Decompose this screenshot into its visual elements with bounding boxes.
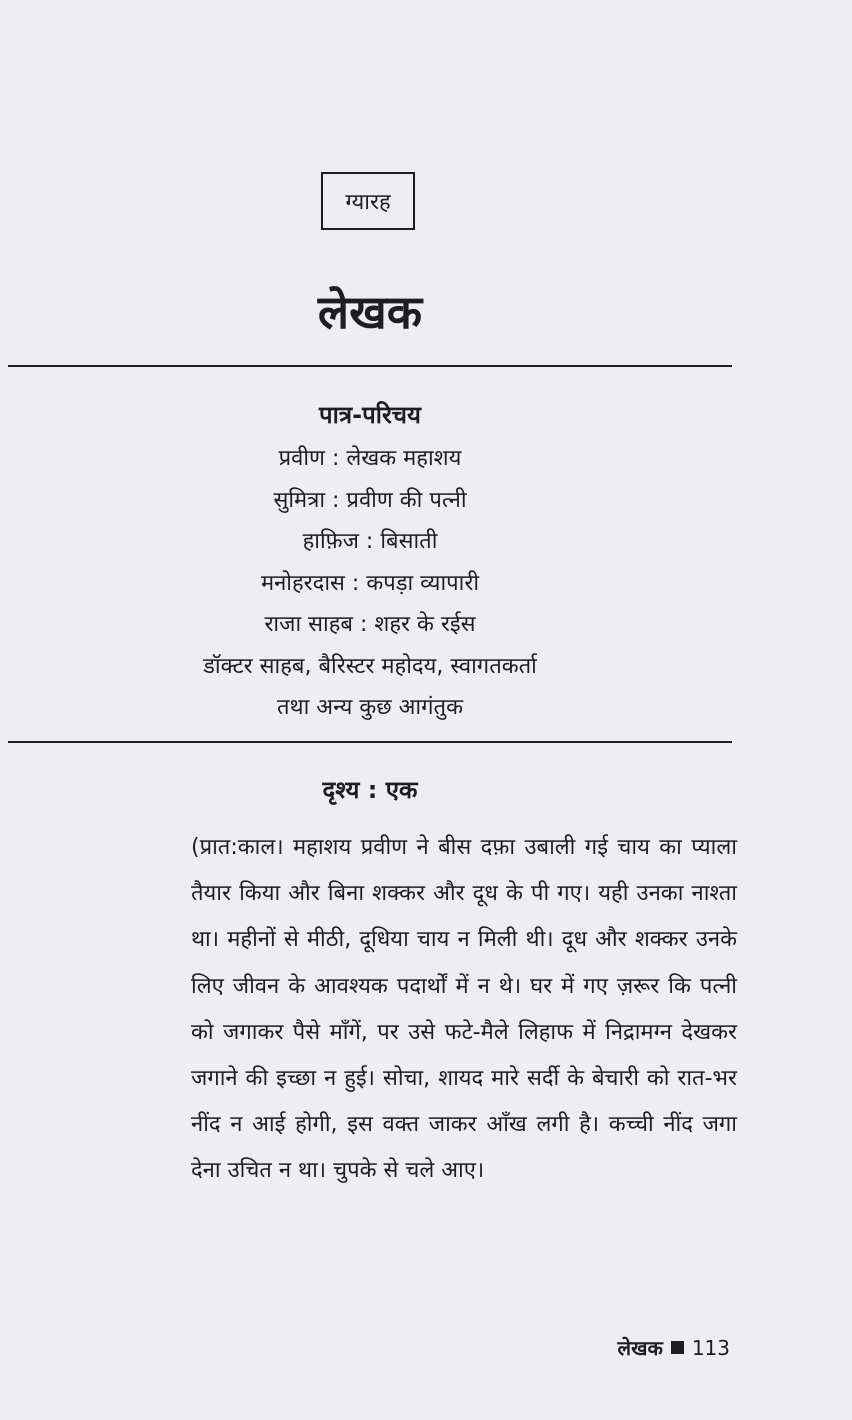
cast-line: मनोहरदास : कपड़ा व्यापारी <box>260 570 480 596</box>
cast-heading: पात्र-परिचय <box>319 401 421 429</box>
chapter-title-text: लेखक <box>317 285 423 339</box>
page-number: 113 <box>691 1335 730 1360</box>
page-footer <box>618 1334 730 1361</box>
scene-paragraph: (प्रात:काल। महाशय प्रवीण ने बीस दफ़ा उबाली गई चाय का प्याला तैयार किया और बिना शक्कर और दूध के पी गए। यही उनका नाश्ता था। महीनों से मीठी, दूधिया चाय न मिली थी। दूध और शक्कर उनके लिए जीवन के आवश्यक पदार्थों में न थे। घर में गए ज़रूर कि पत्नी को जगाकर पैसे माँगें, पर उसे फटे-मैले लिहाफ में निद्रामग्न देखकर जगाने की इच्छा न हुई। सोचा, शायद मारे सर्दी के बेचारी को रात-भर नींद न आई होगी, इस वक्त जाकर आँख लगी है। कच्ची नींद जगा देना उचित न था। चुपके से चले आए। <box>191 835 737 1184</box>
chapter-title <box>0 280 740 342</box>
cast-line: तथा अन्य कुछ आगंतुक <box>277 695 463 720</box>
top-divider <box>8 365 732 367</box>
black-square-icon <box>671 1341 684 1354</box>
cast-line: हाफ़िज : बिसाती <box>302 529 438 554</box>
cast-line: सुमित्रा : प्रवीण की पत्नी <box>273 487 467 513</box>
bottom-divider <box>8 741 732 743</box>
scene-heading: दृश्य : एक <box>322 776 418 804</box>
cast-line: राजा साहब : शहर के रईस <box>264 612 476 637</box>
chapter-number-box <box>321 172 415 230</box>
running-title: लेखक <box>617 1336 663 1360</box>
cast-line: प्रवीण : लेखक महाशय <box>278 446 462 471</box>
cast-line: डॉक्टर साहब, बैरिस्टर महोदय, स्वागतकर्ता <box>203 653 537 679</box>
chapter-number: ग्यारह <box>345 190 391 215</box>
cast-list <box>0 438 740 729</box>
